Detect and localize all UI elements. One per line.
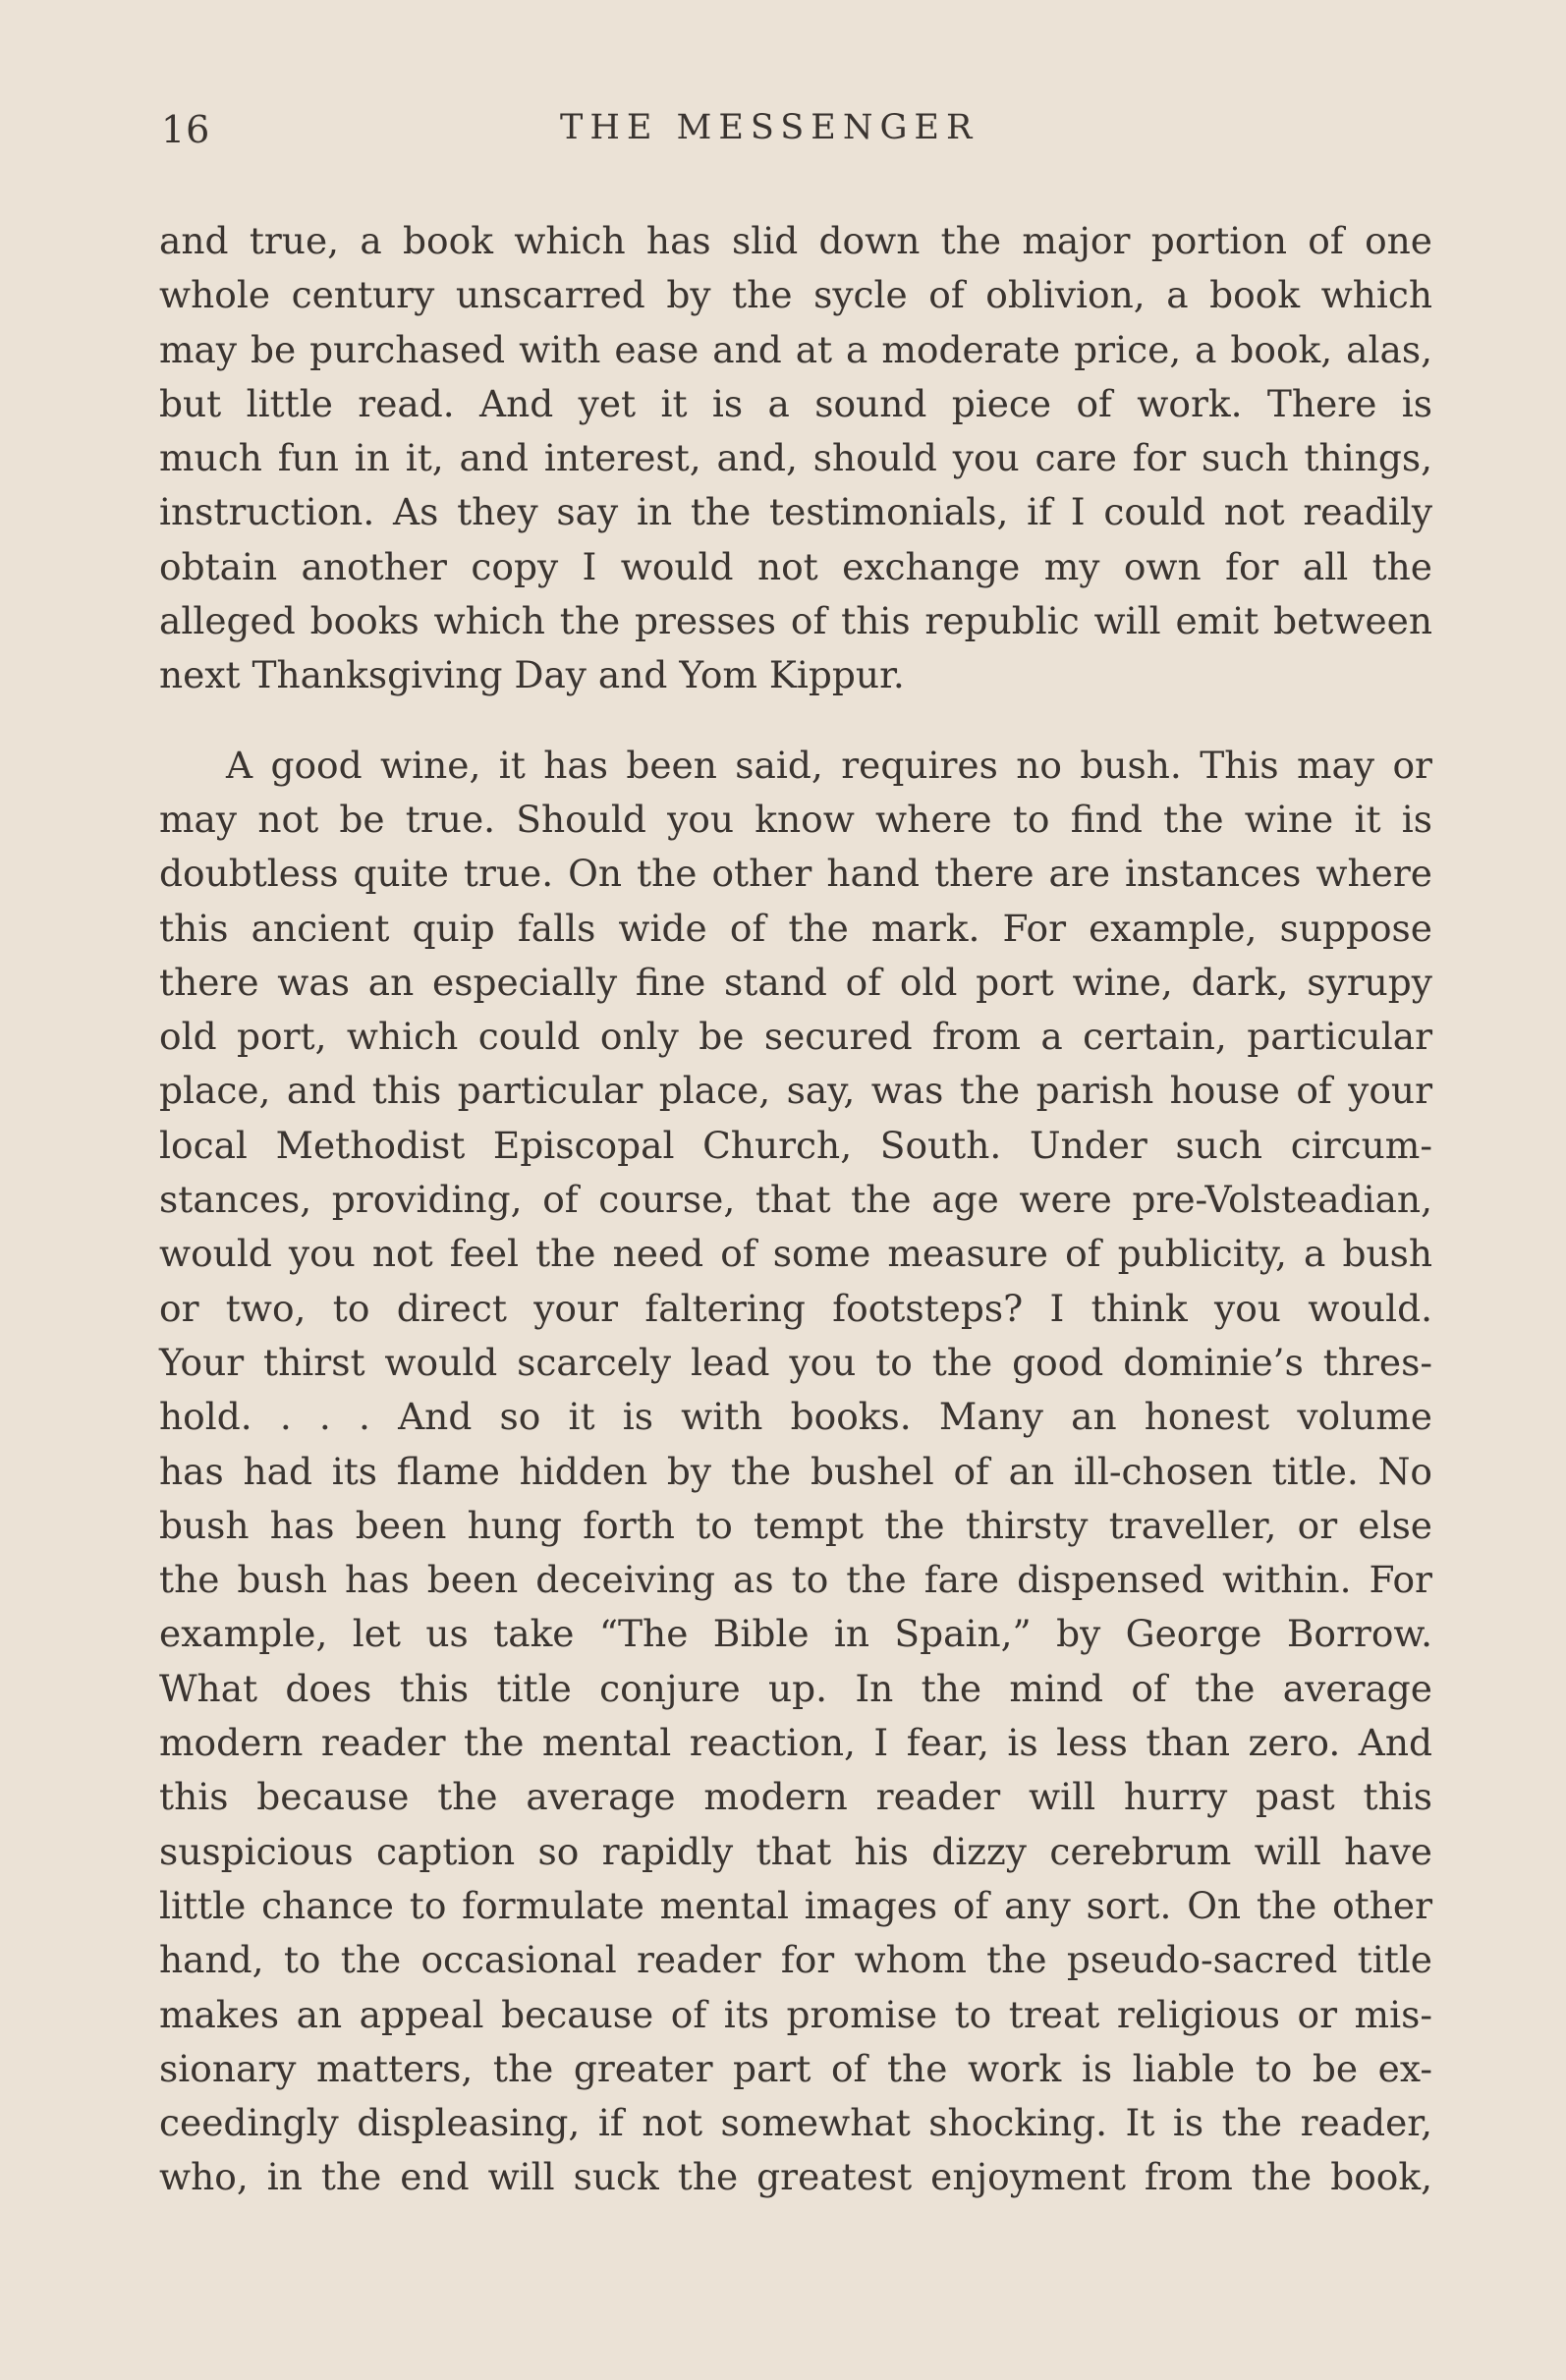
text-line: next Thanksgiving Day and Yom Kippur. xyxy=(159,653,905,697)
text-line: doubtless quite true. On the other hand there are instances where xyxy=(159,852,1432,896)
page-number: 16 xyxy=(161,108,211,151)
text-line: makes an appeal because of its promise to treat religious or mis- xyxy=(159,1992,1432,2036)
text-line: this because the average modern reader will hurry past this xyxy=(159,1775,1432,1819)
running-head: THE MESSENGER xyxy=(560,108,979,147)
text-line: would you not feel the need of some measure of publicity, a bush xyxy=(159,1232,1432,1276)
text-line: obtain another copy I would not exchange my own for all the xyxy=(159,544,1432,588)
text-line: this ancient quip falls wide of the mark. For example, suppose xyxy=(159,906,1432,950)
text-line: A good wine, it has been said, requires no bush. This may or xyxy=(226,743,1432,787)
text-line: alleged books which the presses of this republic will emit between xyxy=(159,599,1432,643)
text-line: hold. . . . And so it is with books. Many an honest volume xyxy=(159,1395,1432,1439)
text-line: and true, a book which has slid down the major portion of one xyxy=(159,219,1432,262)
text-line: local Methodist Episcopal Church, South. Under such circum- xyxy=(159,1123,1432,1167)
body-text xyxy=(159,214,1432,2205)
paragraph xyxy=(159,214,1432,703)
text-line: hand, to the occasional reader for whom the pseudo-sacred title xyxy=(159,1938,1432,1982)
text-line: little chance to formulate mental images of any sort. On the other xyxy=(159,1883,1432,1927)
paragraph xyxy=(159,739,1432,2205)
text-line: stances, providing, of course, that the age were pre-Volsteadian, xyxy=(159,1178,1432,1222)
text-line: the bush has been deceiving as to the fare dispensed within. For xyxy=(159,1558,1432,1602)
page-header xyxy=(157,98,1434,157)
text-line: modern reader the mental reaction, I fear, is less than zero. And xyxy=(159,1721,1432,1765)
text-line: Your thirst would scarcely lead you to the good dominie’s thres- xyxy=(159,1340,1432,1384)
text-line: may be purchased with ease and at a moderate price, a book, alas, xyxy=(159,327,1432,371)
text-line: has had its flame hidden by the bushel of an ill-chosen title. No xyxy=(159,1449,1432,1493)
text-line: may not be true. Should you know where to find the wine it is xyxy=(159,797,1432,841)
text-line: What does this title conjure up. In the mind of the average xyxy=(159,1666,1432,1710)
text-line: or two, to direct your faltering footsteps? I think you would. xyxy=(159,1286,1432,1330)
text-line: much fun in it, and interest, and, should you care for such things, xyxy=(159,436,1432,480)
text-line: there was an especially fine stand of old port wine, dark, syrupy xyxy=(159,960,1432,1004)
text-line: suspicious caption so rapidly that his dizzy cerebrum will have xyxy=(159,1829,1432,1873)
text-line: sionary matters, the greater part of the work is liable to be ex- xyxy=(159,2046,1432,2090)
text-line: ceedingly displeasing, if not somewhat shocking. It is the reader, xyxy=(159,2101,1432,2145)
text-line: old port, which could only be secured from a certain, particular xyxy=(159,1015,1432,1059)
text-line: whole century unscarred by the sycle of oblivion, a book which xyxy=(159,273,1432,317)
text-line: instruction. As they say in the testimonials, if I could not readily xyxy=(159,490,1432,534)
text-line: place, and this particular place, say, was the parish house of your xyxy=(159,1069,1432,1113)
text-line: example, let us take “The Bible in Spain,” by George Borrow. xyxy=(159,1612,1432,1656)
text-line: but little read. And yet it is a sound piece of work. There is xyxy=(159,381,1432,425)
text-line: bush has been hung forth to tempt the thirsty traveller, or else xyxy=(159,1503,1432,1547)
text-line: who, in the end will suck the greatest enjoyment from the book, xyxy=(159,2155,1432,2199)
paragraph-gap xyxy=(159,703,1432,739)
